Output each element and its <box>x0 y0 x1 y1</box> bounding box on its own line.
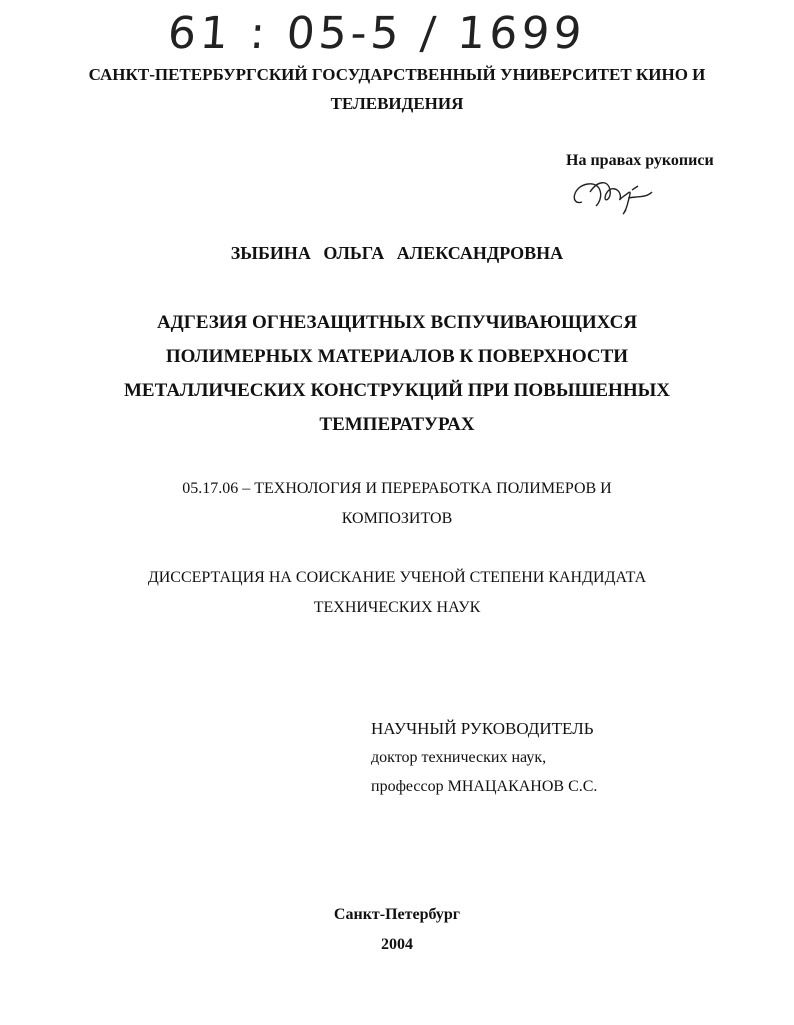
title-line-3: МЕТАЛЛИЧЕСКИХ КОНСТРУКЦИЙ ПРИ ПОВЫШЕННЫХ <box>124 380 670 401</box>
handwritten-signature <box>568 172 658 222</box>
title-line-1: АДГЕЗИЯ ОГНЕЗАЩИТНЫХ ВСПУЧИВАЮЩИХСЯ <box>156 312 638 333</box>
year: 2004 <box>381 936 413 953</box>
university-line-1: САНКТ-ПЕТЕРБУРГСКИЙ ГОСУДАРСТВЕННЫЙ УНИВЕРСИТЕТ КИНО И <box>88 65 706 84</box>
degree-statement <box>0 563 794 623</box>
manuscript-rights-label: На правах рукописи <box>566 152 714 169</box>
specialty-line-1: 05.17.06 – ТЕХНОЛОГИЯ И ПЕРЕРАБОТКА ПОЛИМЕРОВ И <box>182 480 612 497</box>
title-line-4: ТЕМПЕРАТУРАХ <box>319 414 475 435</box>
city: Санкт-Петербург <box>333 906 461 923</box>
handwritten-catalog-code: 61 : 05-5 / 1699 <box>166 8 588 59</box>
author-name: ЗЫБИНА ОЛЬГА АЛЕКСАНДРОВНА <box>230 243 564 263</box>
university-line-2: ТЕЛЕВИДЕНИЯ <box>330 94 464 113</box>
university-header <box>0 60 794 118</box>
supervisor-name: профессор МНАЦАКАНОВ С.С. <box>371 778 598 795</box>
supervisor-degree: доктор технических наук, <box>371 749 547 766</box>
dissertation-title <box>0 306 794 442</box>
specialty-line-2: КОМПОЗИТОВ <box>341 510 453 527</box>
place-and-year <box>0 900 794 960</box>
title-line-2: ПОЛИМЕРНЫХ МАТЕРИАЛОВ К ПОВЕРХНОСТИ <box>165 346 629 367</box>
scientific-supervisor <box>371 714 597 801</box>
supervisor-heading: НАУЧНЫЙ РУКОВОДИТЕЛЬ <box>371 719 594 738</box>
degree-line-1: ДИССЕРТАЦИЯ НА СОИСКАНИЕ УЧЕНОЙ СТЕПЕНИ КАНДИДАТА <box>147 569 647 586</box>
specialty-code <box>0 474 794 534</box>
degree-line-2: ТЕХНИЧЕСКИХ НАУК <box>313 599 481 616</box>
